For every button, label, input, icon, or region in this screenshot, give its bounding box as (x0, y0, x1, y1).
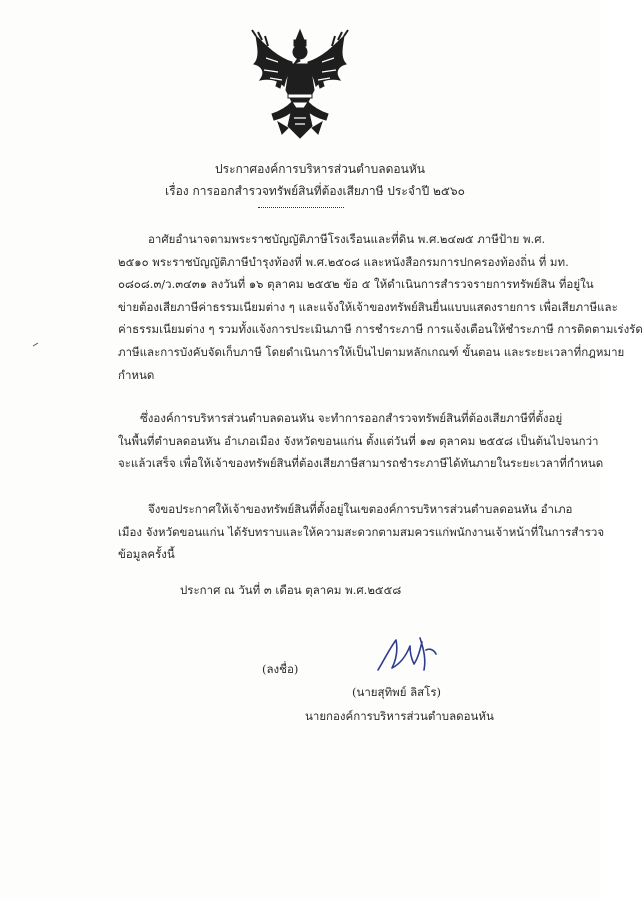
title-separator (258, 207, 344, 208)
paragraph-line: อาศัยอำนาจตามพระราชบัญญัติภาษีโรงเรือนและที่ดิน พ.ศ.๒๔๗๕ ภาษีป้าย พ.ศ. (148, 232, 546, 246)
paragraph-notice (118, 498, 605, 566)
paragraph-line: ๒๕๑๐ พระราชบัญญัติภาษีบำรุงท้องที่ พ.ศ.๒๕๐๘ และหนังสือกรมการปกครองท้องถิ่น ที่ มท. (118, 254, 569, 269)
handwritten-signature-icon (370, 620, 440, 680)
paragraph-line: ภาษีและการบังคับจัดเก็บภาษี โดยดำเนินการให้เป็นไปตามหลักเกณฑ์ ขั้นตอน และระยะเวลาที่กฎหมาย (118, 344, 625, 359)
paragraph-line: ข้อมูลครั้งนี้ (118, 547, 175, 562)
paper-speck (33, 343, 39, 347)
paragraph-line: เมือง จังหวัดขอนแก่น ได้รับทราบและให้ความสะดวกตามสมควรแก่พนักงานเจ้าหน้าที่ในการสำรวจ (118, 524, 605, 539)
paragraph-line: กำหนด (118, 367, 155, 382)
paragraph-line: ข่ายต้องเสียภาษีค่าธรรมเนียมต่าง ๆ และแจ้งให้เจ้าของทรัพย์สินยื่นแบบแสดงรายการ เพื่อเสียภาษีและ (118, 299, 618, 314)
paragraph-line: จึงขอประกาศให้เจ้าของทรัพย์สินที่ตั้งอยู่ในเขตองค์การบริหารส่วนตำบลดอนหัน อำเภอ (148, 502, 573, 516)
announcement-heading (0, 158, 600, 202)
garuda-emblem-icon (248, 28, 352, 140)
announcement-subject: เรื่อง การออกสำรวจทรัพย์สินที่ต้องเสียภาษี ประจำปี ๒๕๖๐ (165, 184, 465, 198)
signer-name: (นายสุทิพย์ ลิสโร) (352, 685, 442, 699)
paragraph-line: ๐๘๐๘.๓/ว.๓๔๓๑ ลงวันที่ ๑๖ ตุลาคม ๒๕๕๒ ข้อ ๕ ให้ดำเนินการสำรวจรายการทรัพย์สิน ที่อยู่ใน (118, 277, 594, 292)
announcement-title: ประกาศองค์การบริหารส่วนตำบลดอนหัน (215, 162, 425, 176)
paragraph-line: จะแล้วเสร็จ เพื่อให้เจ้าของทรัพย์สินที่ต้องเสียภาษีสามารถชำระภาษีได้ทันภายในระยะเวลาที่กำหนด (118, 456, 604, 471)
signature-label: (ลงชื่อ) (262, 662, 299, 676)
signer-position: นายกองค์การบริหารส่วนตำบลดอนหัน (305, 709, 494, 723)
paragraph-legal-basis (118, 228, 643, 386)
paragraph-line: ซึ่งองค์การบริหารส่วนตำบลดอนหัน จะทำการออกสำรวจทรัพย์สินที่ต้องเสียภาษีที่ตั้งอยู่ (140, 411, 563, 425)
announcement-date: ประกาศ ณ วันที่ ๓ เดือน ตุลาคม พ.ศ.๒๕๕๘ (180, 583, 402, 597)
paragraph-line: ค่าธรรมเนียมต่าง ๆ รวมทั้งแจ้งการประเมินภาษี การชำระภาษี การแจ้งเตือนให้ชำระภาษี การติดตามเร่งรัด (118, 322, 643, 337)
paragraph-line: ในพื้นที่ตำบลดอนหัน อำเภอเมือง จังหวัดขอนแก่น ตั้งแต่วันที่ ๑๗ ตุลาคม ๒๕๕๘ เป็นต้นไปจนกว่า (118, 433, 599, 448)
paragraph-survey-schedule (118, 407, 604, 475)
